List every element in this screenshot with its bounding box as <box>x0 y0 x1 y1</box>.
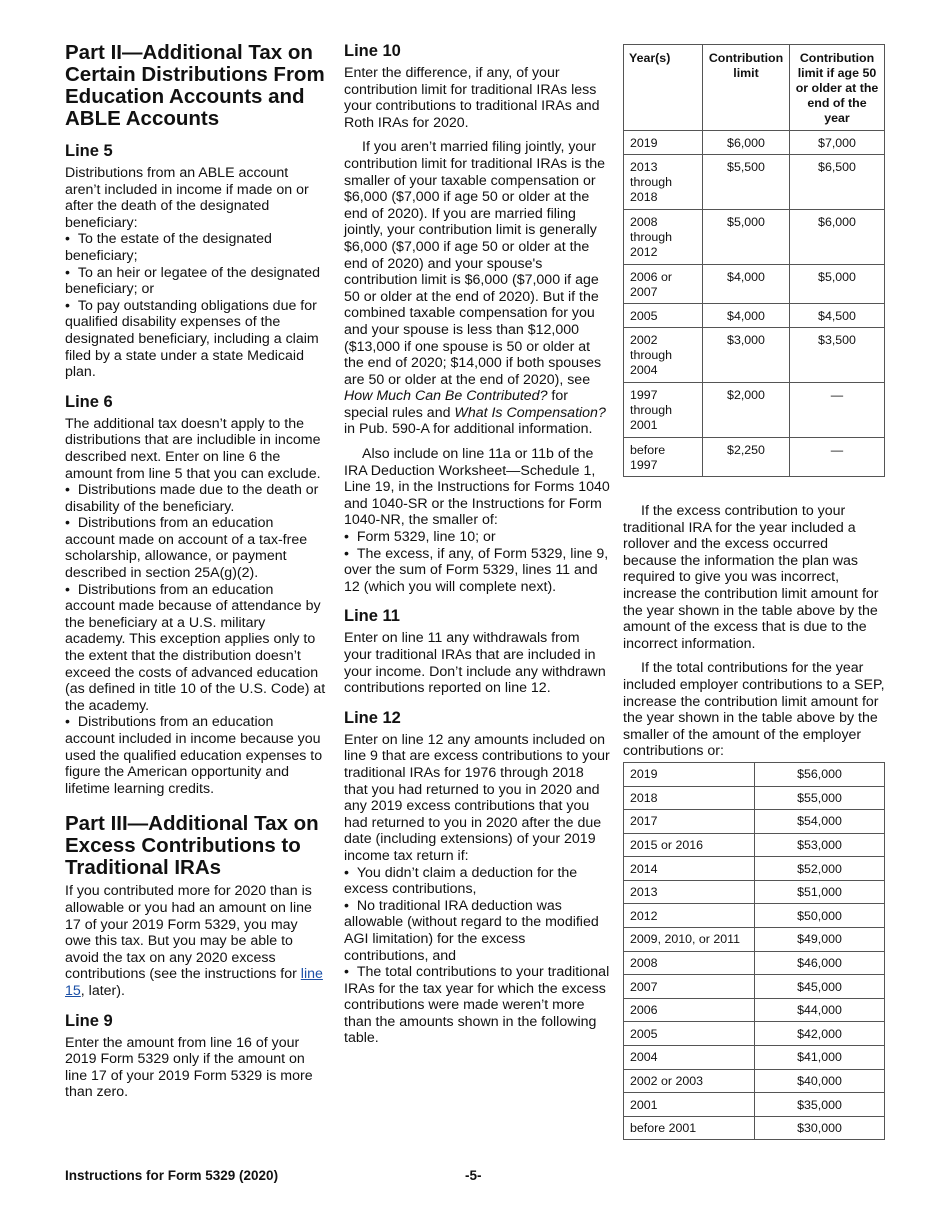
table-cell: $6,000 <box>790 210 885 265</box>
footer-form-title: Instructions for Form 5329 (2020) <box>65 1168 279 1183</box>
list-item: • Distributions from an education account made because of attendance by the beneficiary at a U.S. military academy. This exception applies only to the extent that the distribution doesn’t exceed the costs of advanced education (as defined in title 10 of the U.S. Code) at the academy. <box>65 582 327 715</box>
list-item: • The total contributions to your traditional IRAs for the tax year for which the excess contributions were made weren’t more than the amounts shown in the following table. <box>344 964 610 1047</box>
line10-p2-em1: How Much Can Be Contributed? <box>344 388 548 405</box>
table-cell: $40,000 <box>755 1069 885 1093</box>
table-row <box>624 328 885 383</box>
table-row <box>624 131 885 155</box>
column-3 <box>623 38 885 1140</box>
column-1 <box>65 38 327 1101</box>
table-cell: $4,500 <box>790 304 885 328</box>
table-row <box>624 304 885 328</box>
table-header-cell: Contribution limit if age 50 or older at the end of the year <box>790 45 885 131</box>
line10-p2-b: for special rules and <box>344 388 568 421</box>
table-row <box>624 786 885 810</box>
table-cell: $4,000 <box>703 304 790 328</box>
part3-text-b: , later). <box>80 982 125 999</box>
table-cell: $7,000 <box>790 131 885 155</box>
table-row <box>624 1093 885 1117</box>
table-row <box>624 210 885 265</box>
table-cell: 2005 <box>624 304 703 328</box>
line5-heading: Line 5 <box>65 142 113 160</box>
table-row <box>624 998 885 1022</box>
line12-text: Enter on line 12 any amounts included on line 9 that are excess contributions to your traditional IRAs for 1976 through 2018 that you had returned to you in 2020 and any 2019 excess contributions that you had returned to you in 2020 after the due date (including extensions) of your 2019 income tax return if: <box>344 731 610 864</box>
table-row <box>624 904 885 928</box>
table-header-cell: Year(s) <box>624 45 703 131</box>
table-cell: $4,000 <box>703 265 790 304</box>
table-row <box>624 857 885 881</box>
table-cell: $6,000 <box>703 131 790 155</box>
table-cell: 2015 or 2016 <box>624 833 755 857</box>
table-cell: before 2001 <box>624 1116 755 1140</box>
table-cell: $52,000 <box>755 857 885 881</box>
table-cell: $41,000 <box>755 1046 885 1070</box>
table-row <box>624 880 885 904</box>
table-header-row <box>624 45 885 131</box>
table-cell: $3,000 <box>703 328 790 383</box>
list-item: • To pay outstanding obligations due for qualified disability expenses of the designated beneficiary, including a claim filed by a state under a state Medicaid plan. <box>65 298 327 381</box>
sep-limit-table <box>623 762 885 1141</box>
list-item: • Distributions from an education account made on account of a tax-free scholarship, allowance, or payment described in section 25A(g)(2). <box>65 515 327 581</box>
table-cell: 2008 <box>624 951 755 975</box>
table-cell: 2012 <box>624 904 755 928</box>
list-item: • To the estate of the designated beneficiary; <box>65 231 327 264</box>
list-item: • Distributions from an education account included in income because you used the qualified education expenses to figure the American opportunity and lifetime learning credits. <box>65 714 327 797</box>
table-cell: $6,500 <box>790 155 885 210</box>
line10-paragraph-2 <box>344 139 610 438</box>
part3-heading: Part III—Additional Tax on Excess Contributions to Traditional IRAs <box>65 812 319 880</box>
table-row <box>624 975 885 999</box>
table-cell: before 1997 <box>624 438 703 477</box>
list-item: • Distributions made due to the death or disability of the beneficiary. <box>65 482 327 515</box>
line6-text: The additional tax doesn’t apply to the distributions that are includible in income described next. Enter on line 6 the amount from line 5 that you can exclude. <box>65 415 321 482</box>
table-cell: $53,000 <box>755 833 885 857</box>
line10-heading: Line 10 <box>344 42 401 60</box>
table-cell: 2009, 2010, or 2011 <box>624 928 755 952</box>
table-row <box>624 833 885 857</box>
table-cell: $44,000 <box>755 998 885 1022</box>
part3-text-a: If you contributed more for 2020 than is allowable or you had an amount on line 17 of your 2019 Form 5329, you may owe this tax. But you may be able to avoid the tax on any 2020 excess contributions (see the instructions for <box>65 883 312 983</box>
part3-text <box>65 883 327 999</box>
table-cell: $46,000 <box>755 951 885 975</box>
line9-text: Enter the amount from line 16 of your 2019 Form 5329 only if the amount on line 17 of your 2019 Form 5329 is more than zero. <box>65 1034 313 1101</box>
table-cell: 2018 <box>624 786 755 810</box>
table-cell: 2013 through 2018 <box>624 155 703 210</box>
rollover-paragraph: If the excess contribution to your traditional IRA for the year included a rollover and the excess occurred because the information the plan was required to give you was incorrect, increase the contribution limit amount for the year shown in the table above by the amount of the excess that is due to the incorrect information. <box>623 503 879 652</box>
list-item: • To an heir or legatee of the designated beneficiary; or <box>65 265 327 298</box>
page-number: -5- <box>465 1168 482 1183</box>
list-item: • The excess, if any, of Form 5329, line 9, over the sum of Form 5329, lines 11 and 12 (which you will complete next). <box>344 546 610 596</box>
list-item: • No traditional IRA deduction was allowable (without regard to the modified AGI limitation) for the excess contributions, and <box>344 898 610 964</box>
table-cell: $51,000 <box>755 880 885 904</box>
line6-heading: Line 6 <box>65 392 113 411</box>
table-cell: 2019 <box>624 131 703 155</box>
table-row <box>624 265 885 304</box>
table-cell: $5,500 <box>703 155 790 210</box>
table-cell: $5,000 <box>703 210 790 265</box>
table-row <box>624 951 885 975</box>
table-cell: 2007 <box>624 975 755 999</box>
line5-text: Distributions from an ABLE account aren’t included in income if made on or after the death of the designated beneficiary: <box>65 165 309 231</box>
part2-heading: Part II—Additional Tax on Certain Distributions From Education Accounts and ABLE Accounts <box>65 41 325 130</box>
line9-heading: Line 9 <box>65 1011 113 1030</box>
table-cell: $2,000 <box>703 383 790 438</box>
table-cell: 2004 <box>624 1046 755 1070</box>
table-cell: 2014 <box>624 857 755 881</box>
table-header-cell: Contribution limit <box>703 45 790 131</box>
contribution-limit-table <box>623 44 885 477</box>
table-row <box>624 1069 885 1093</box>
list-item: • You didn’t claim a deduction for the excess contributions, <box>344 865 610 898</box>
table-row <box>624 1046 885 1070</box>
line11-text: Enter on line 11 any withdrawals from your traditional IRAs that are included in your income. Don’t include any withdrawn contributions reported on line 12. <box>344 630 606 697</box>
line11-heading: Line 11 <box>344 607 400 626</box>
table-cell: $50,000 <box>755 904 885 928</box>
table-cell: 2006 or 2007 <box>624 265 703 304</box>
line10-p2-em2: What Is Compensation? <box>454 404 606 421</box>
table-cell: $35,000 <box>755 1093 885 1117</box>
table-row <box>624 155 885 210</box>
table-cell: $30,000 <box>755 1116 885 1140</box>
table-cell: $55,000 <box>755 786 885 810</box>
table-cell: $54,000 <box>755 810 885 834</box>
table-cell: 2002 through 2004 <box>624 328 703 383</box>
sep-paragraph: If the total contributions for the year included employer contributions to a SEP, increase the contribution limit amount for the year shown in the table above by the smaller of the amount of the employer contributions or: <box>623 660 885 760</box>
table-cell: — <box>790 438 885 477</box>
table-cell: 2019 <box>624 762 755 786</box>
line10-p2-c: in Pub. 590-A for additional information. <box>344 421 593 438</box>
table-cell: $49,000 <box>755 928 885 952</box>
table-cell: $3,500 <box>790 328 885 383</box>
line12-heading: Line 12 <box>344 708 401 727</box>
table-cell: $2,250 <box>703 438 790 477</box>
column-2 <box>344 38 610 1047</box>
table-row <box>624 928 885 952</box>
table-cell: 2001 <box>624 1093 755 1117</box>
table-row <box>624 1022 885 1046</box>
table-cell: 2017 <box>624 810 755 834</box>
line15-link[interactable]: line 15 <box>65 966 323 999</box>
table-cell: $5,000 <box>790 265 885 304</box>
table-cell: 2002 or 2003 <box>624 1069 755 1093</box>
table-row <box>624 438 885 477</box>
table-cell: $56,000 <box>755 762 885 786</box>
table-cell: $42,000 <box>755 1022 885 1046</box>
line10-paragraph-3: Also include on line 11a or 11b of the IRA Deduction Worksheet—Schedule 1, Line 19, in the Instructions for Forms 1040 and 1040-SR or the Instructions for Form 1040-NR, the smaller of: <box>344 446 610 529</box>
table-cell: — <box>790 383 885 438</box>
table-row <box>624 810 885 834</box>
line10-paragraph-1: Enter the difference, if any, of your contribution limit for traditional IRAs less your contributions to traditional IRAs and Roth IRAs for 2020. <box>344 65 600 131</box>
table-cell: 2006 <box>624 998 755 1022</box>
table-cell: 2013 <box>624 880 755 904</box>
table-cell: 2008 through 2012 <box>624 210 703 265</box>
list-item: • Form 5329, line 10; or <box>344 529 610 546</box>
table-cell: 1997 through 2001 <box>624 383 703 438</box>
table-row <box>624 1116 885 1140</box>
line10-p2-a: If you aren’t married filing jointly, your contribution limit for traditional IRAs is the smaller of your taxable compensation or $6,000 ($7,000 if age 50 or older at the end of 2020). If you are married filing jointly, your contribution limit is generally $6,000 ($7,000 if age 50 or older at the end of 2020) and your spouse's contribution limit is $6,000 ($7,000 if age 50 or older at the end of 2020). But if the combined taxable compensation for you and your spouse is less than $12,000 ($13,000 if one spouse is 50 or older at the end of 2020; $14,000 if both spouses are 50 or older at the end of 2020), see <box>344 139 606 388</box>
table-cell: 2005 <box>624 1022 755 1046</box>
table-row <box>624 383 885 438</box>
table-cell: $45,000 <box>755 975 885 999</box>
table-row <box>624 762 885 786</box>
